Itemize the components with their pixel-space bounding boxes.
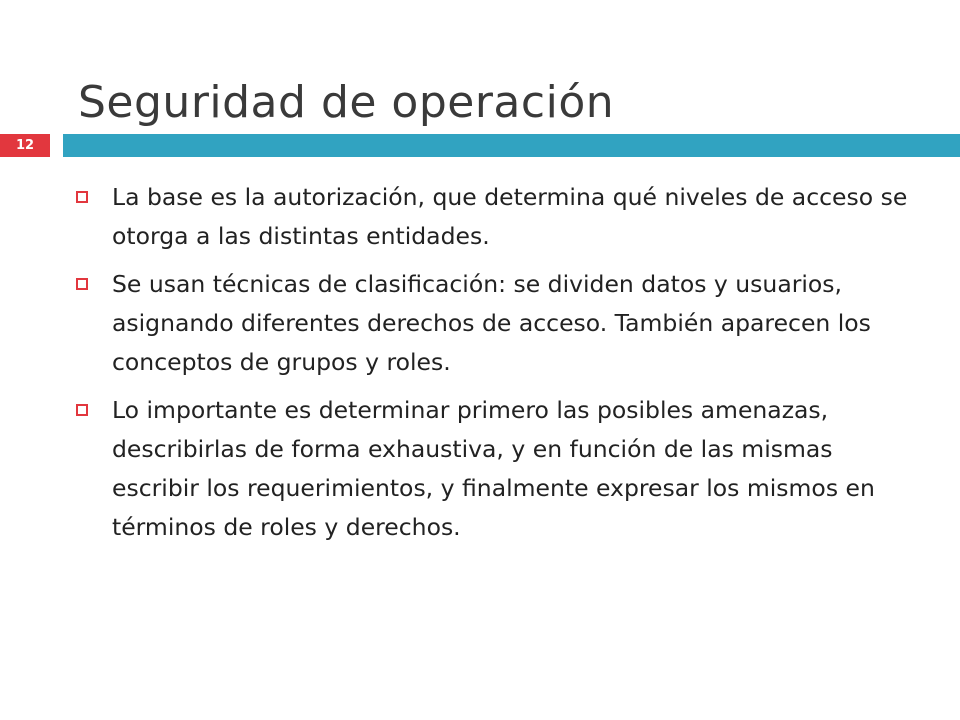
bullet-text: La base es la autorización, que determina qué niveles de acceso se otorga a las distintas entidades. [112, 183, 908, 250]
square-bullet-icon [76, 191, 88, 203]
square-bullet-icon [76, 404, 88, 416]
slide-content [72, 178, 922, 556]
slide-number-badge: 12 [0, 134, 50, 157]
bullet-text: Lo importante es determinar primero las posibles amenazas, describirlas de forma exhaustiva, y en función de las mismas escribir los requerimientos, y finalmente expresar los mismos en términos de roles y derechos. [112, 396, 875, 541]
bullet-item [72, 265, 922, 382]
bullet-item [72, 178, 922, 256]
title-accent-bar [63, 134, 960, 157]
bullet-text: Se usan técnicas de clasificación: se dividen datos y usuarios, asignando diferentes derechos de acceso. También aparecen los conceptos de grupos y roles. [112, 270, 871, 376]
square-bullet-icon [76, 278, 88, 290]
bullet-item [72, 391, 922, 547]
slide-title: Seguridad de operación [78, 77, 615, 129]
